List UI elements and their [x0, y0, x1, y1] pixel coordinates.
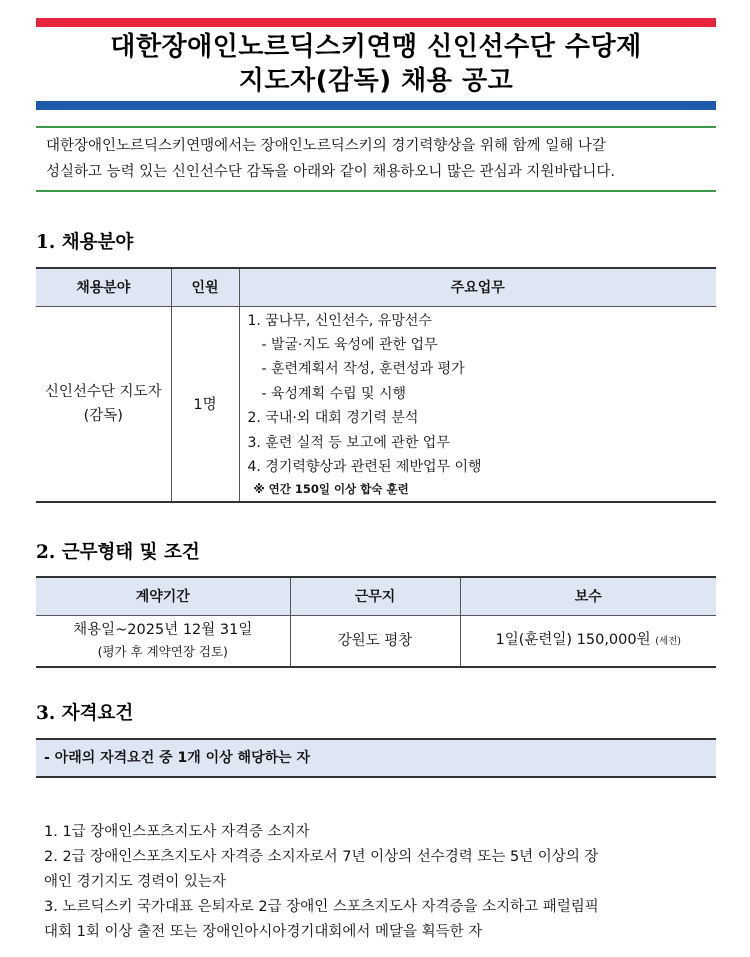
list-item: 대회 1회 이상 출전 또는 장애인아시아경기대회에서 메달을 획득한 자: [44, 924, 483, 940]
intro-box: [36, 126, 716, 192]
table-row: [36, 615, 716, 667]
period-line-1: 채용일~2025년 12월 31일: [73, 621, 253, 638]
table-header-row: [36, 577, 716, 615]
section-1-heading: 1. 채용분야: [36, 232, 134, 253]
list-item: 애인 경기지도 경력이 있는자: [44, 874, 226, 890]
duty-item: 4. 경기력향상과 관련된 제반업무 이행: [247, 458, 482, 475]
conditions-table: [36, 576, 716, 668]
qualification-list: [44, 820, 709, 945]
column-header-field: 채용분야: [36, 268, 171, 306]
field-line-1: 신인선수단 지도자: [44, 383, 162, 400]
field-line-2: (감독): [83, 407, 123, 424]
duty-item: 2. 국내·외 대회 경기력 분석: [247, 410, 419, 427]
pay-amount: 1일(훈련일) 150,000원: [495, 631, 651, 648]
column-header-location: 근무지: [290, 577, 460, 615]
table-row: [36, 306, 716, 502]
list-item: 2. 2급 장애인스포츠지도사 자격증 소지자로서 7년 이상의 선수경력 또는 5년 이상의 장: [44, 849, 599, 865]
column-header-headcount: 인원: [171, 268, 239, 306]
table-header-row: [36, 268, 716, 306]
headcount-cell: 1명: [171, 306, 239, 502]
location-cell: 강원도 평창: [290, 615, 460, 667]
title-line-2: 지도자(감독) 채용 공고: [238, 66, 514, 96]
training-note: ※ 연간 150일 이상 합숙 훈련: [253, 482, 409, 497]
duties-cell: [239, 306, 716, 502]
title-line-1: 대한장애인노르딕스키연맹 신인선수단 수당제: [110, 32, 642, 62]
pay-note: (세전): [655, 635, 682, 647]
duty-subitem: - 훈련계획서 작성, 훈련성과 평가: [261, 361, 465, 378]
recruitment-table: [36, 267, 716, 503]
duty-subitem: - 발굴·지도 육성에 관한 업무: [261, 336, 438, 353]
top-red-bar: [36, 18, 716, 27]
column-header-pay: 보수: [460, 577, 716, 615]
page-title: [36, 30, 716, 98]
intro-line-1: 대한장애인노르딕스키연맹에서는 장애인노르딕스키의 경기력향상을 위해 함께 일해 나갈: [46, 138, 606, 154]
section-2-heading: 2. 근무형태 및 조건: [36, 542, 200, 563]
list-item: 3. 노르딕스키 국가대표 은퇴자로 2급 장애인 스포츠지도사 자격증을 소지하고 패럴림픽: [44, 899, 599, 915]
period-cell: [36, 615, 290, 667]
duty-item: 3. 훈련 실적 등 보고에 관한 업무: [247, 434, 450, 451]
section-3-heading: 3. 자격요건: [36, 703, 134, 724]
duty-subitem: - 육성계획 수립 및 시행: [261, 385, 407, 402]
list-item: 1. 1급 장애인스포츠지도사 자격증 소지자: [44, 824, 310, 840]
pay-cell: [460, 615, 716, 667]
intro-line-2: 성실하고 능력 있는 신인선수단 감독을 아래와 같이 채용하오니 많은 관심과 지원바랍니다.: [46, 164, 615, 180]
column-header-duties: 주요업무: [239, 268, 716, 306]
qualification-box: - 아래의 자격요건 중 1개 이상 해당하는 자: [36, 738, 716, 778]
column-header-period: 계약기간: [36, 577, 290, 615]
field-cell: [36, 306, 171, 502]
period-line-2: (평가 후 계약연장 검토): [97, 643, 228, 659]
title-blue-bar: [36, 101, 716, 110]
duty-item: 1. 꿈나무, 신인선수, 유망선수: [247, 312, 432, 329]
